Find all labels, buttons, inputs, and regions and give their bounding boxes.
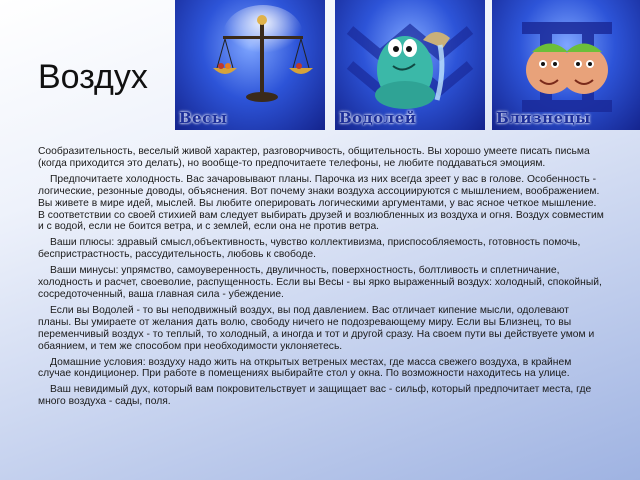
paragraph: Ваши минусы: упрямство, самоуверенность, двуличность, поверхностность, болтливость и сплетничание, холодность и расчет, своеволие, распущенность. Если вы Весы - вы ярко выраженный воздух: холодный, спокойный, сосредоточенный, ваша главная сила - убеждение. (38, 265, 602, 300)
paragraph: Сообразительность, веселый живой характер, разговорчивость, общительность. Вы хорошо умеете писать письма (когда приходится это делать), но вообще-то предпочитаете телефоны, не любите поддаваться эмоциям. (38, 146, 590, 169)
gemini-image (492, 0, 640, 130)
page-title: Воздух (38, 58, 148, 96)
image-caption: Водолей (339, 109, 417, 127)
libra-image (175, 0, 325, 130)
paragraph: Если вы Водолей - то вы неподвижный воздух, вы под давлением. Вас отличает кипение мысли, одолевают планы. Вы умираете от желания дать волю, свободу ничего не подозревающему миру. Если вы Близнец, то вы переменчивый воздух - то теплый, то холодный, а иногда и тот и другой сразу. На своем пути вы действуете умом и обаянием, и тем же способом при необходимости уклоняетесь. (38, 304, 595, 352)
body-text (38, 146, 604, 412)
paragraph: Ваш невидимый дух, который вам покровительствует и защищает вас - сильф, который предпочитает места, где много воздуха - сады, поля. (38, 384, 592, 408)
image-caption: Весы (179, 109, 228, 127)
paragraph: Предпочитаете холодность. Вас зачаровывают планы. Парочка из них всегда зреет у вас в голове. Особенность - логические, резонные доводы, объяснения. Вот почему знаки воздуха ассоциируются с мышлением, воображением. Вы живете в мире идей, мыслей. Вы любите оперировать логическими аргументами, у вас ясное четкое мышление. В соответствии со своей стихией вам следует выбирать друзей и возлюбленных из воздуха и огня. Воздух совместим и с водой, если не боится ветра, и с землей, если она не против ветра. (38, 173, 604, 233)
aquarius-image (335, 0, 485, 130)
paragraph: Ваши плюсы: здравый смысл,объективность, чувство коллективизма, приспособляемость, готовность помочь, беспристрастность, рассудительность, любовь к свободе. (38, 237, 581, 261)
paragraph: Домашние условия: воздуху надо жить на открытых ветреных местах, где масса свежего воздуха, в крайнем случае кондиционер. При работе в помещениях выбирайте стол у окна. По возможности находитесь на улице. (38, 356, 572, 380)
image-caption: Близнецы (496, 109, 591, 127)
